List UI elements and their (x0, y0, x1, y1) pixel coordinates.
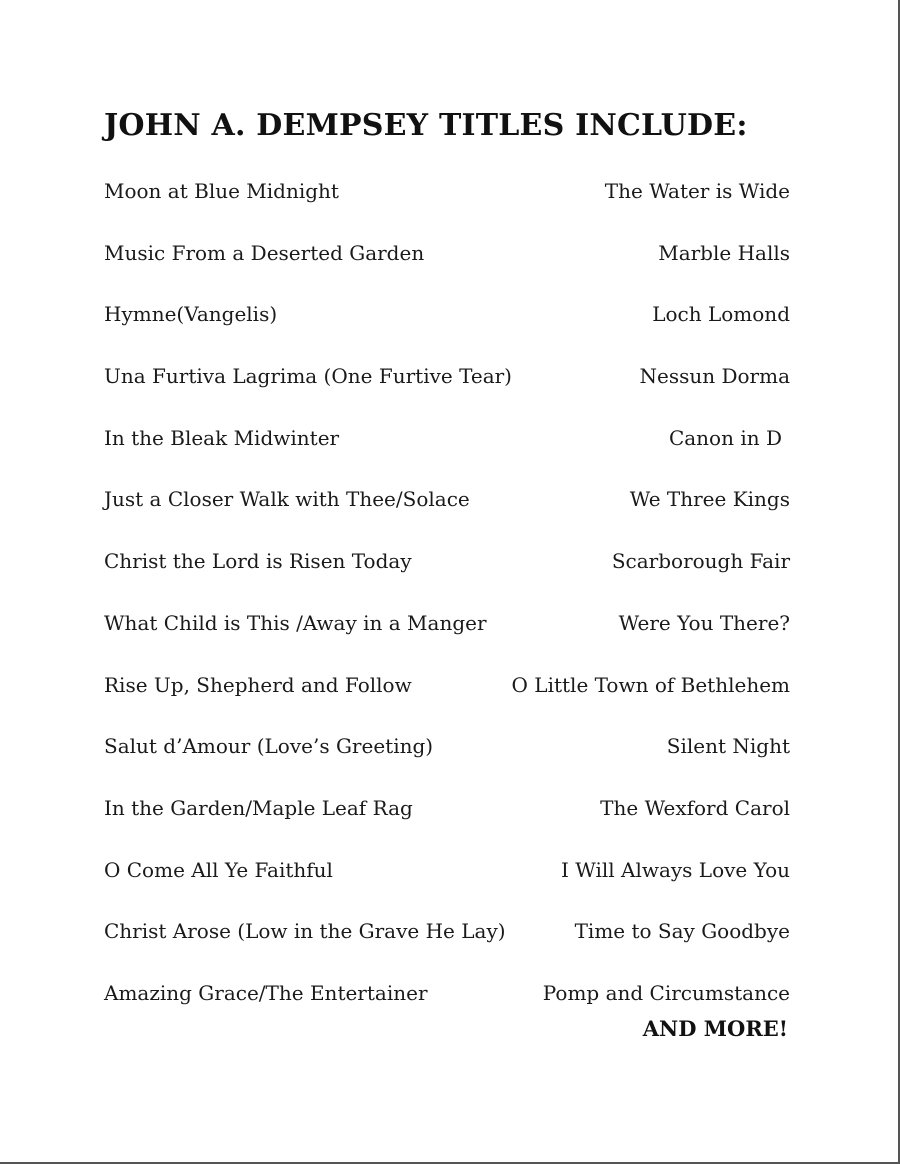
title-left: Salut d’Amour (Love’s Greeting) (104, 734, 434, 759)
title-right: Silent Night (666, 734, 790, 759)
title-left: In the Bleak Midwinter (104, 425, 340, 450)
title-row (104, 795, 790, 857)
title-row (104, 486, 790, 548)
title-row (104, 240, 790, 302)
titles-list (104, 178, 790, 1042)
title-row (104, 178, 790, 240)
title-right: I Will Always Love You (560, 857, 790, 882)
title-right: The Water is Wide (604, 179, 790, 203)
title-right: Pomp and Circumstance (542, 980, 790, 1005)
title-row (104, 363, 790, 425)
title-left: Christ the Lord is Risen Today (104, 549, 412, 574)
title-left: Hymne(Vangelis) (104, 302, 278, 327)
title-left: Una Furtiva Lagrima (One Furtive Tear) (104, 364, 512, 389)
title-row (104, 857, 790, 919)
title-right: Scarborough Fair (611, 549, 790, 574)
title-right: Nessun Dorma (639, 364, 790, 389)
title-left: In the Garden/Maple Leaf Rag (104, 795, 413, 820)
and-more-label: AND MORE! (642, 1016, 788, 1041)
title-right: Time to Say Goodbye (574, 919, 790, 944)
title-row (104, 425, 790, 487)
title-row (104, 918, 790, 980)
title-row (104, 733, 790, 795)
title-row (104, 610, 790, 672)
title-left: Christ Arose (Low in the Grave He Lay) (104, 919, 506, 944)
title-left: Rise Up, Shepherd and Follow (104, 672, 412, 697)
title-right: Loch Lomond (652, 302, 790, 327)
title-left: Moon at Blue Midnight (104, 179, 339, 203)
title-right: O Little Town of Bethlehem (511, 672, 790, 697)
title-right: Canon in D (668, 425, 782, 450)
title-left: Just a Closer Walk with Thee/Solace (104, 487, 470, 512)
title-right: Marble Halls (658, 240, 790, 265)
title-row (104, 672, 790, 734)
title-left: Amazing Grace/The Entertainer (104, 980, 428, 1005)
page-heading: JOHN A. DEMPSEY TITLES INCLUDE: (104, 108, 748, 143)
title-row (104, 548, 790, 610)
title-right: We Three Kings (629, 487, 790, 512)
title-right: Were You There? (618, 610, 790, 635)
title-left: What Child is This /Away in a Manger (104, 610, 487, 635)
title-row (104, 301, 790, 363)
title-left: Music From a Deserted Garden (104, 240, 425, 265)
title-left: O Come All Ye Faithful (104, 857, 333, 882)
title-right: The Wexford Carol (600, 795, 790, 820)
